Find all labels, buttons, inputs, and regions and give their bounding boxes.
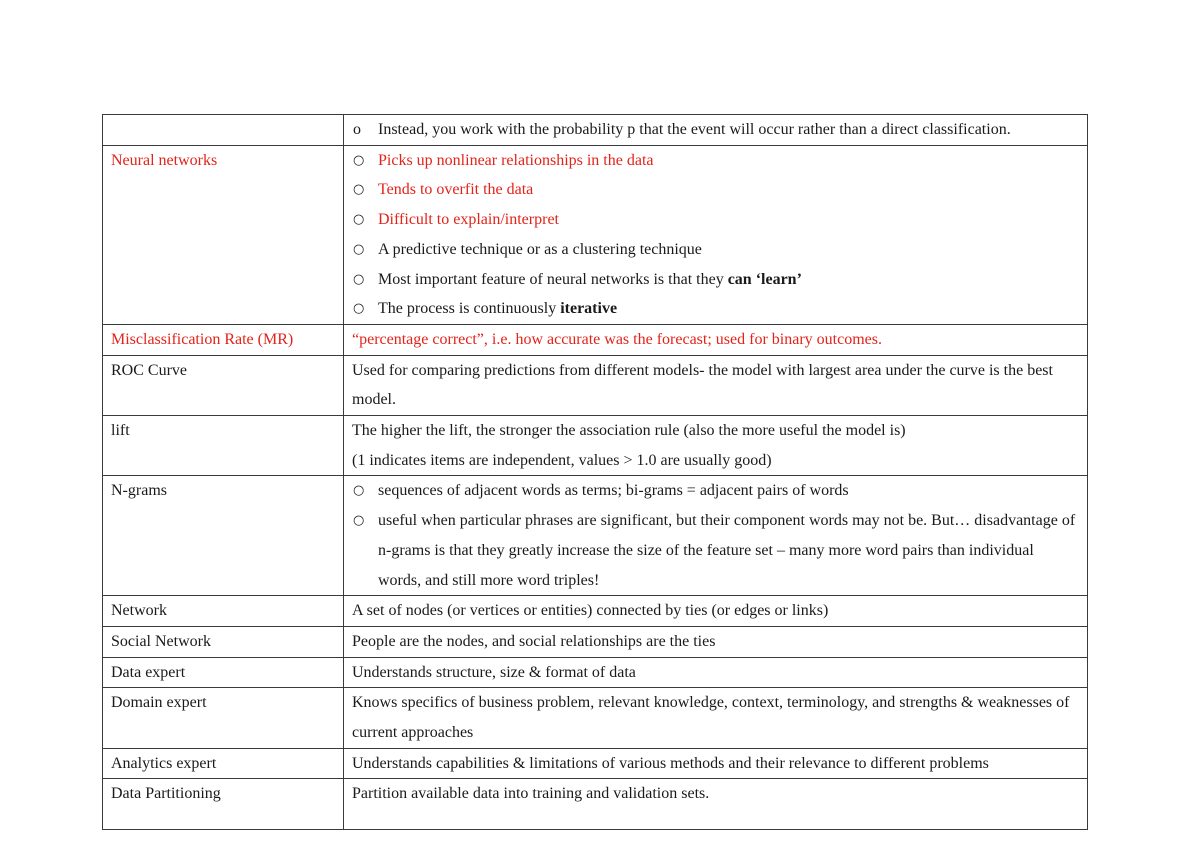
- bullet-list: [352, 476, 1079, 595]
- item-text: Picks up nonlinear relationships in the data: [378, 151, 654, 169]
- table-row: [103, 416, 1088, 476]
- bullet-marker: ○: [353, 271, 365, 287]
- bullet-marker: ○: [353, 483, 365, 499]
- definition-cell: Partition available data into training and validation sets.: [344, 779, 1088, 830]
- list-item: [352, 294, 1079, 324]
- term-cell: ROC Curve: [103, 355, 344, 415]
- term-cell: Network: [103, 596, 344, 627]
- bullet-marker: ○: [353, 301, 365, 317]
- table-row: [103, 779, 1088, 830]
- item-text: Instead, you work with the probability p that the event will occur rather than a direct classification.: [378, 121, 1011, 138]
- definition-cell: [344, 476, 1088, 596]
- list-item: [352, 115, 1079, 145]
- list-item: [352, 476, 1079, 506]
- table-row: [103, 596, 1088, 627]
- term-cell: Misclassification Rate (MR): [103, 324, 344, 355]
- item-emphasis: iterative: [560, 300, 618, 318]
- definition-cell: People are the nodes, and social relationships are the ties: [344, 626, 1088, 657]
- table-row: [103, 657, 1088, 688]
- table-row: [103, 476, 1088, 596]
- term-cell: Neural networks: [103, 145, 344, 324]
- item-text: The process is continuously: [378, 300, 561, 318]
- table-row: [103, 115, 1088, 146]
- list-item: [352, 146, 1079, 176]
- term-cell: Data Partitioning: [103, 779, 344, 830]
- term-cell: Social Network: [103, 626, 344, 657]
- bullet-list: [352, 146, 1079, 324]
- bullet-marker: ○: [353, 182, 365, 198]
- item-text: Difficult to explain/interpret: [378, 211, 559, 229]
- bullet-marker: o: [353, 121, 361, 138]
- table-row: [103, 688, 1088, 748]
- bullet-marker: ○: [353, 152, 365, 168]
- table-row: [103, 626, 1088, 657]
- list-item: [352, 265, 1079, 295]
- item-text: Most important feature of neural networks is that they: [378, 270, 728, 288]
- item-text: useful when particular phrases are significant, but their component words may not be. But… disadvantage of n-grams is that they greatly increase the size of the feature set – many more word pairs than individual words, and still more word triples!: [378, 512, 1076, 589]
- term-cell: lift: [103, 416, 344, 476]
- bullet-list: [352, 115, 1079, 145]
- definition-cell: [344, 115, 1088, 146]
- list-item: [352, 175, 1079, 205]
- definition-cell: Understands structure, size & format of data: [344, 657, 1088, 688]
- item-emphasis: can ‘learn’: [727, 270, 802, 288]
- glossary-table: [102, 114, 1088, 830]
- table-row: [103, 355, 1088, 415]
- definition-cell: Understands capabilities & limitations of various methods and their relevance to different problems: [344, 748, 1088, 779]
- list-item: [352, 235, 1079, 265]
- item-text: Tends to overfit the data: [378, 181, 534, 199]
- definition-cell: Used for comparing predictions from different models- the model with largest area under the curve is the best model.: [344, 355, 1088, 415]
- bullet-marker: ○: [353, 212, 365, 228]
- table-row: [103, 145, 1088, 324]
- item-text: sequences of adjacent words as terms; bi-grams = adjacent pairs of words: [378, 482, 849, 500]
- definition-line: (1 indicates items are independent, values > 1.0 are usually good): [352, 451, 772, 469]
- definition-cell: Knows specifics of business problem, relevant knowledge, context, terminology, and strengths & weaknesses of current approaches: [344, 688, 1088, 748]
- definition-cell: [344, 416, 1088, 476]
- bullet-marker: ○: [353, 513, 365, 529]
- item-text: A predictive technique or as a clustering technique: [378, 240, 702, 258]
- bullet-marker: ○: [353, 241, 365, 257]
- table-row: [103, 324, 1088, 355]
- term-cell: [103, 115, 344, 146]
- list-item: [352, 506, 1079, 595]
- definition-cell: [344, 145, 1088, 324]
- term-cell: N-grams: [103, 476, 344, 596]
- definition-cell: “percentage correct”, i.e. how accurate was the forecast; used for binary outcomes.: [344, 324, 1088, 355]
- table-row: [103, 748, 1088, 779]
- definition-cell: A set of nodes (or vertices or entities) connected by ties (or edges or links): [344, 596, 1088, 627]
- definition-line: The higher the lift, the stronger the association rule (also the more useful the model is): [352, 422, 906, 440]
- term-cell: Data expert: [103, 657, 344, 688]
- list-item: [352, 205, 1079, 235]
- term-cell: Domain expert: [103, 688, 344, 748]
- term-cell: Analytics expert: [103, 748, 344, 779]
